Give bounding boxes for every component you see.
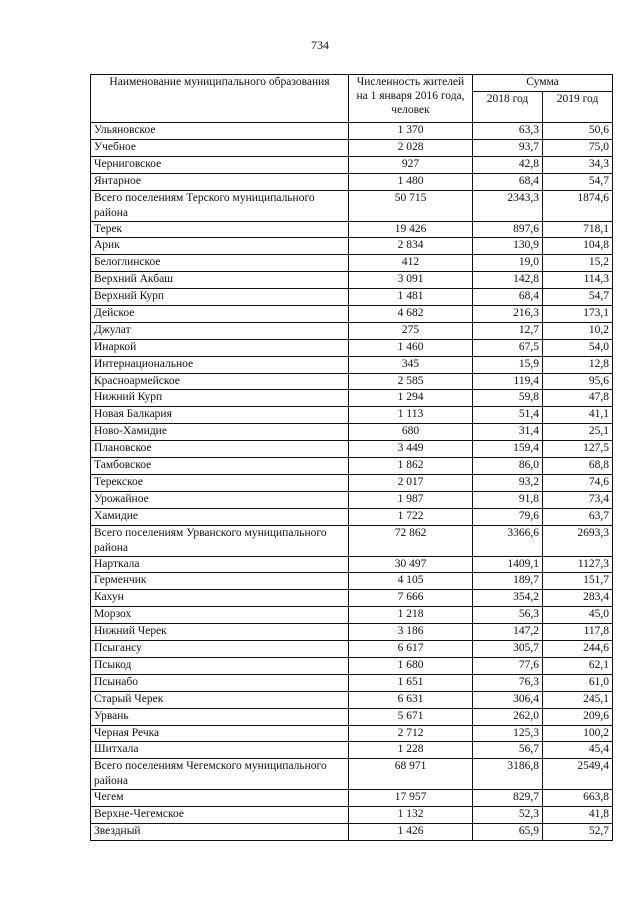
table-row — [91, 156, 613, 173]
cell-2019: 100,2 — [543, 725, 613, 742]
cell-2018: 1409,1 — [473, 556, 543, 573]
cell-population: 30 497 — [349, 556, 473, 573]
table-body — [91, 123, 613, 841]
cell-2019: 209,6 — [543, 708, 613, 725]
cell-name: Инаркой — [91, 339, 349, 356]
cell-population: 6 617 — [349, 641, 473, 658]
cell-2019: 663,8 — [543, 790, 613, 807]
cell-population: 1 228 — [349, 742, 473, 759]
cell-name: Ульяновское — [91, 123, 349, 140]
cell-2018: 31,4 — [473, 424, 543, 441]
page-number: 734 — [311, 38, 329, 52]
cell-2018: 68,4 — [473, 289, 543, 306]
table-row — [91, 272, 613, 289]
cell-2018: 86,0 — [473, 458, 543, 475]
cell-name: Дейское — [91, 306, 349, 323]
table-row — [91, 373, 613, 390]
cell-name: Нижний Курп — [91, 390, 349, 407]
cell-population: 275 — [349, 322, 473, 339]
cell-2018: 2343,3 — [473, 190, 543, 221]
cell-name: Нижний Черек — [91, 624, 349, 641]
table-row — [91, 742, 613, 759]
cell-name: Нарткала — [91, 556, 349, 573]
cell-name: Черниговское — [91, 156, 349, 173]
cell-name: Арик — [91, 238, 349, 255]
cell-2018: 93,2 — [473, 474, 543, 491]
cell-name: Урвань — [91, 708, 349, 725]
cell-2019: 50,6 — [543, 123, 613, 140]
cell-population: 72 862 — [349, 525, 473, 556]
cell-2019: 68,8 — [543, 458, 613, 475]
cell-population: 1 862 — [349, 458, 473, 475]
table-row — [91, 255, 613, 272]
table-row — [91, 474, 613, 491]
cell-2019: 47,8 — [543, 390, 613, 407]
table-row — [91, 173, 613, 190]
cell-2019: 151,7 — [543, 573, 613, 590]
cell-name: Старый Черек — [91, 691, 349, 708]
cell-population: 2 028 — [349, 139, 473, 156]
cell-name: Ново-Хамидие — [91, 424, 349, 441]
cell-population: 1 987 — [349, 491, 473, 508]
table-row — [91, 674, 613, 691]
cell-population: 68 971 — [349, 759, 473, 790]
cell-2018: 119,4 — [473, 373, 543, 390]
cell-population: 927 — [349, 156, 473, 173]
cell-2019: 52,7 — [543, 824, 613, 841]
cell-2019: 718,1 — [543, 221, 613, 238]
cell-name: Белоглинское — [91, 255, 349, 272]
cell-2018: 3366,6 — [473, 525, 543, 556]
cell-2019: 12,8 — [543, 356, 613, 373]
cell-2018: 63,3 — [473, 123, 543, 140]
cell-name: Чегем — [91, 790, 349, 807]
table-row — [91, 691, 613, 708]
cell-2018: 130,9 — [473, 238, 543, 255]
cell-population: 17 957 — [349, 790, 473, 807]
cell-2019: 74,6 — [543, 474, 613, 491]
table-row — [91, 824, 613, 841]
cell-name: Урожайное — [91, 491, 349, 508]
cell-2019: 283,4 — [543, 590, 613, 607]
cell-population: 1 370 — [349, 123, 473, 140]
cell-population: 2 017 — [349, 474, 473, 491]
cell-2019: 10,2 — [543, 322, 613, 339]
table-row — [91, 221, 613, 238]
cell-name: Герменчик — [91, 573, 349, 590]
cell-2019: 127,5 — [543, 441, 613, 458]
cell-2019: 15,2 — [543, 255, 613, 272]
cell-2018: 147,2 — [473, 624, 543, 641]
table-row — [91, 190, 613, 221]
table-row — [91, 322, 613, 339]
table-row — [91, 725, 613, 742]
cell-name: Всего поселениям Чегемского муниципального района — [91, 759, 349, 790]
cell-2018: 65,9 — [473, 824, 543, 841]
table-row — [91, 607, 613, 624]
table-row — [91, 306, 613, 323]
cell-2019: 54,0 — [543, 339, 613, 356]
cell-2018: 3186,8 — [473, 759, 543, 790]
cell-name: Терекское — [91, 474, 349, 491]
cell-2018: 56,7 — [473, 742, 543, 759]
cell-2018: 76,3 — [473, 674, 543, 691]
cell-2019: 117,8 — [543, 624, 613, 641]
cell-2019: 45,4 — [543, 742, 613, 759]
cell-name: Морзох — [91, 607, 349, 624]
cell-2018: 19,0 — [473, 255, 543, 272]
cell-2019: 244,6 — [543, 641, 613, 658]
table-row — [91, 390, 613, 407]
table-row — [91, 708, 613, 725]
cell-name: Новая Балкария — [91, 407, 349, 424]
cell-2019: 114,3 — [543, 272, 613, 289]
cell-2019: 61,0 — [543, 674, 613, 691]
header-name: Наименование муниципального образования — [91, 75, 349, 123]
header-sum: Сумма — [473, 75, 613, 92]
cell-2019: 34,3 — [543, 156, 613, 173]
cell-2018: 56,3 — [473, 607, 543, 624]
cell-2019: 95,6 — [543, 373, 613, 390]
cell-2018: 125,3 — [473, 725, 543, 742]
table-row — [91, 508, 613, 525]
cell-population: 1 481 — [349, 289, 473, 306]
cell-population: 1 722 — [349, 508, 473, 525]
cell-2018: 79,6 — [473, 508, 543, 525]
cell-2018: 12,7 — [473, 322, 543, 339]
cell-name: Черная Речка — [91, 725, 349, 742]
cell-2019: 41,1 — [543, 407, 613, 424]
cell-2019: 54,7 — [543, 289, 613, 306]
cell-population: 345 — [349, 356, 473, 373]
cell-2019: 62,1 — [543, 657, 613, 674]
cell-2018: 67,5 — [473, 339, 543, 356]
cell-2018: 68,4 — [473, 173, 543, 190]
cell-name: Хамидие — [91, 508, 349, 525]
cell-2019: 1127,3 — [543, 556, 613, 573]
cell-2018: 42,8 — [473, 156, 543, 173]
cell-population: 1 651 — [349, 674, 473, 691]
cell-population: 1 132 — [349, 807, 473, 824]
cell-2019: 2693,3 — [543, 525, 613, 556]
cell-name: Всего поселениям Терского муниципального района — [91, 190, 349, 221]
cell-population: 7 666 — [349, 590, 473, 607]
cell-population: 5 671 — [349, 708, 473, 725]
cell-name: Верхний Акбаш — [91, 272, 349, 289]
cell-population: 4 682 — [349, 306, 473, 323]
table-row — [91, 407, 613, 424]
cell-population: 3 186 — [349, 624, 473, 641]
table-row — [91, 238, 613, 255]
cell-2019: 173,1 — [543, 306, 613, 323]
table-row — [91, 491, 613, 508]
header-year-2018: 2018 год — [473, 92, 543, 123]
table-row — [91, 441, 613, 458]
table-row — [91, 525, 613, 556]
table-row — [91, 123, 613, 140]
cell-population: 4 105 — [349, 573, 473, 590]
cell-population: 2 712 — [349, 725, 473, 742]
cell-2018: 51,4 — [473, 407, 543, 424]
cell-2019: 245,1 — [543, 691, 613, 708]
cell-2018: 93,7 — [473, 139, 543, 156]
table-row — [91, 139, 613, 156]
cell-2018: 829,7 — [473, 790, 543, 807]
cell-population: 680 — [349, 424, 473, 441]
table-row — [91, 556, 613, 573]
header-population: Численность жителей на 1 января 2016 года, человек — [349, 75, 473, 123]
cell-2019: 73,4 — [543, 491, 613, 508]
cell-name: Кахун — [91, 590, 349, 607]
cell-name: Терек — [91, 221, 349, 238]
cell-2019: 75,0 — [543, 139, 613, 156]
table-row — [91, 424, 613, 441]
cell-population: 412 — [349, 255, 473, 272]
table-row — [91, 573, 613, 590]
cell-population: 1 460 — [349, 339, 473, 356]
cell-name: Псынабо — [91, 674, 349, 691]
cell-population: 1 218 — [349, 607, 473, 624]
cell-name: Джулат — [91, 322, 349, 339]
cell-2018: 897,6 — [473, 221, 543, 238]
cell-population: 3 091 — [349, 272, 473, 289]
cell-name: Красноармейское — [91, 373, 349, 390]
table-row — [91, 759, 613, 790]
cell-2018: 52,3 — [473, 807, 543, 824]
cell-2018: 189,7 — [473, 573, 543, 590]
cell-2019: 63,7 — [543, 508, 613, 525]
cell-name: Интернациональное — [91, 356, 349, 373]
cell-name: Верхне-Чегемское — [91, 807, 349, 824]
cell-2019: 45,0 — [543, 607, 613, 624]
cell-name: Янтарное — [91, 173, 349, 190]
cell-population: 50 715 — [349, 190, 473, 221]
cell-2018: 142,8 — [473, 272, 543, 289]
cell-name: Верхний Курп — [91, 289, 349, 306]
cell-2018: 91,8 — [473, 491, 543, 508]
table-row — [91, 458, 613, 475]
table-row — [91, 289, 613, 306]
cell-2018: 305,7 — [473, 641, 543, 658]
cell-2019: 2549,4 — [543, 759, 613, 790]
budget-table — [90, 74, 613, 841]
cell-2019: 104,8 — [543, 238, 613, 255]
table-row — [91, 807, 613, 824]
table-row — [91, 356, 613, 373]
table-row — [91, 624, 613, 641]
cell-2018: 77,6 — [473, 657, 543, 674]
header-year-2019: 2019 год — [543, 92, 613, 123]
cell-population: 19 426 — [349, 221, 473, 238]
cell-2019: 54,7 — [543, 173, 613, 190]
cell-2018: 306,4 — [473, 691, 543, 708]
cell-2019: 25,1 — [543, 424, 613, 441]
cell-name: Звездный — [91, 824, 349, 841]
cell-2018: 59,8 — [473, 390, 543, 407]
table-row — [91, 790, 613, 807]
cell-name: Плановское — [91, 441, 349, 458]
cell-name: Всего поселениям Урванского муниципального района — [91, 525, 349, 556]
table-row — [91, 657, 613, 674]
cell-2019: 1874,6 — [543, 190, 613, 221]
cell-name: Шитхала — [91, 742, 349, 759]
cell-name: Псыкод — [91, 657, 349, 674]
cell-2018: 216,3 — [473, 306, 543, 323]
cell-population: 1 294 — [349, 390, 473, 407]
cell-2018: 159,4 — [473, 441, 543, 458]
cell-name: Тамбовское — [91, 458, 349, 475]
cell-population: 1 426 — [349, 824, 473, 841]
cell-population: 6 631 — [349, 691, 473, 708]
cell-name: Псыгансу — [91, 641, 349, 658]
cell-2018: 354,2 — [473, 590, 543, 607]
cell-population: 2 834 — [349, 238, 473, 255]
table-row — [91, 339, 613, 356]
cell-population: 1 480 — [349, 173, 473, 190]
cell-2018: 262,0 — [473, 708, 543, 725]
cell-name: Учебное — [91, 139, 349, 156]
cell-2018: 15,9 — [473, 356, 543, 373]
cell-population: 1 680 — [349, 657, 473, 674]
cell-population: 2 585 — [349, 373, 473, 390]
table-row — [91, 590, 613, 607]
cell-2019: 41,8 — [543, 807, 613, 824]
cell-population: 3 449 — [349, 441, 473, 458]
cell-population: 1 113 — [349, 407, 473, 424]
table-row — [91, 641, 613, 658]
